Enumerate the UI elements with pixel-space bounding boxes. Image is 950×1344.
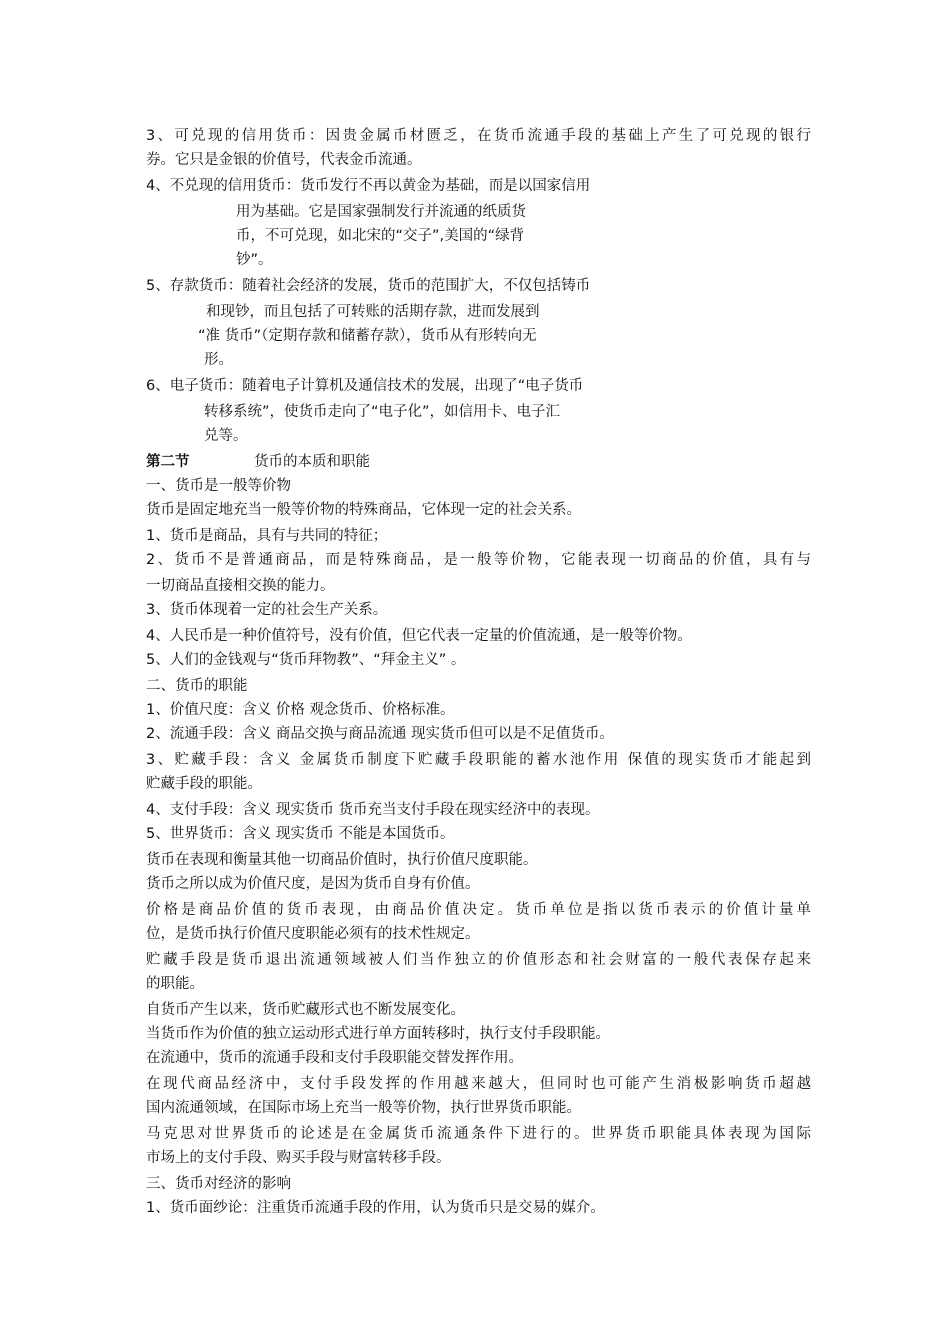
paragraph-line: 1、货币面纱论：注重货币流通手段的作用，认为货币只是交易的媒介。 [146, 1200, 605, 1216]
heading: 二、货币的职能 [146, 678, 248, 694]
paragraph-line: 贮藏手段的职能。 [146, 776, 262, 792]
paragraph-line: 国内流通领域，在国际市场上充当一般等价物，执行世界货币职能。 [146, 1100, 581, 1116]
paragraph-line: 4、不兑现的信用货币：货币发行不再以黄金为基础，而是以国家信用 [146, 178, 591, 194]
paragraph-line: 市场上的支付手段、购买手段与财富转移手段。 [146, 1150, 451, 1166]
paragraph-line: 货币是固定地充当一般等价物的特殊商品，它体现一定的社会关系。 [146, 502, 581, 518]
paragraph-line: 价格是商品价值的货币表现，由商品价值决定。货币单位是指以货币表示的价值计量单 [146, 902, 811, 918]
paragraph-line: 货币在表现和衡量其他一切商品价值时，执行价值尺度职能。 [146, 852, 538, 868]
paragraph-line: 兑等。 [204, 428, 248, 444]
heading: 三、货币对经济的影响 [146, 1176, 291, 1192]
paragraph-line: 2、流通手段：含义 商品交换与商品流通 现实货币但可以是不足值货币。 [146, 726, 614, 742]
paragraph-line: 1、价值尺度：含义 价格 观念货币、价格标准。 [146, 702, 455, 718]
paragraph-line: 5、存款货币：随着社会经济的发展，货币的范围扩大，不仅包括铸币 [146, 278, 591, 294]
paragraph-line: 货币之所以成为价值尺度，是因为货币自身有价值。 [146, 876, 480, 892]
paragraph-line: 3、可兑现的信用货币：因贵金属币材匮乏，在货币流通手段的基础上产生了可兑现的银行 [146, 128, 811, 144]
paragraph-line: 贮藏手段是货币退出流通领域被人们当作独立的价值形态和社会财富的一般代表保存起来 [146, 952, 811, 968]
paragraph-line: 的职能。 [146, 976, 204, 992]
paragraph-line: 位，是货币执行价值尺度职能必须有的技术性规定。 [146, 926, 480, 942]
paragraph-line: 钞”。 [236, 252, 273, 268]
paragraph-line: 和现钞，而且包括了可转账的活期存款，进而发展到 [206, 304, 540, 320]
paragraph-line: 在现代商品经济中，支付手段发挥的作用越来越大，但同时也可能产生消极影响货币超越 [146, 1076, 811, 1092]
paragraph-line: 转移系统”，使货币走向了“电子化”，如信用卡、电子汇 [204, 404, 561, 420]
paragraph-line: 4、人民币是一种价值符号，没有价值，但它代表一定量的价值流通，是一般等价物。 [146, 628, 692, 644]
section-number: 第二节 [146, 454, 190, 470]
paragraph-line: 用为基础。它是国家强制发行并流通的纸质货 [236, 204, 526, 220]
paragraph-line: 6、电子货币：随着电子计算机及通信技术的发展，出现了“电子货币 [146, 378, 584, 394]
heading: 一、货币是一般等价物 [146, 478, 291, 494]
paragraph-line: 3、贮藏手段：含义 金属货币制度下贮藏手段职能的蓄水池作用 保值的现实货币才能起到 [146, 752, 811, 768]
paragraph-line: 4、支付手段：含义 现实货币 货币充当支付手段在现实经济中的表现。 [146, 802, 600, 818]
paragraph-line: 一切商品直接相交换的能力。 [146, 578, 335, 594]
paragraph-line: “准 货币”（定期存款和储蓄存款），货币从有形转向无 [198, 328, 537, 344]
paragraph-line: 1、货币是商品，具有与共同的特征； [146, 528, 388, 544]
paragraph-line: 5、人们的金钱观与“货币拜物教”、“拜金主义” 。 [146, 652, 466, 668]
paragraph-line: 3、货币体现着一定的社会生产关系。 [146, 602, 388, 618]
paragraph-line: 币，不可兑现，如北宋的“交子”,美国的“绿背 [236, 228, 525, 244]
section-title: 货币的本质和职能 [254, 454, 370, 470]
paragraph-line: 5、世界货币：含义 现实货币 不能是本国货币。 [146, 826, 455, 842]
paragraph-line: 马克思对世界货币的论述是在金属货币流通条件下进行的。世界货币职能具体表现为国际 [146, 1126, 811, 1142]
paragraph-line: 形。 [204, 352, 233, 368]
paragraph-line: 自货币产生以来，货币贮藏形式也不断发展变化。 [146, 1002, 465, 1018]
paragraph-line: 2、货币不是普通商品，而是特殊商品，是一般等价物，它能表现一切商品的价值，具有与 [146, 552, 811, 568]
paragraph-line: 券。它只是金银的价值号，代表金币流通。 [146, 152, 422, 168]
paragraph-line: 当货币作为价值的独立运动形式进行单方面转移时，执行支付手段职能。 [146, 1026, 610, 1042]
paragraph-line: 在流通中，货币的流通手段和支付手段职能交替发挥作用。 [146, 1050, 523, 1066]
